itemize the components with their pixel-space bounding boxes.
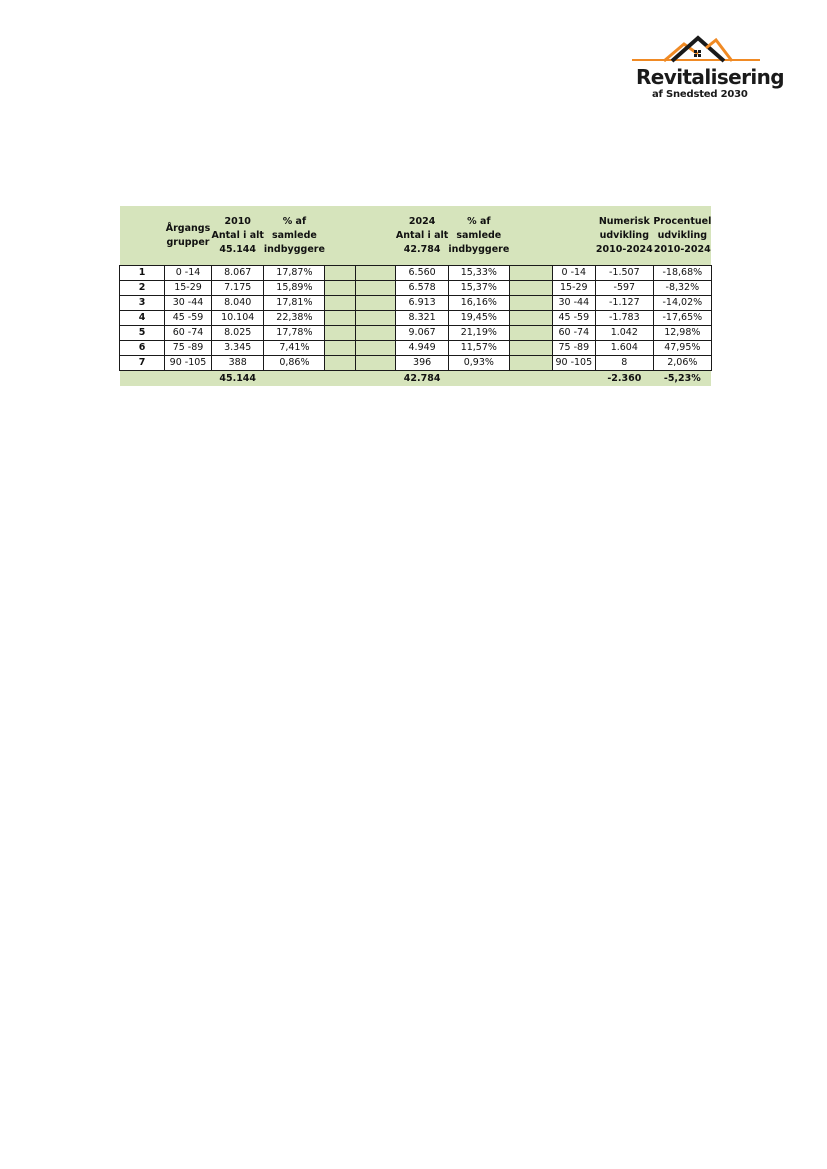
count-2024-cell: 396: [396, 356, 448, 371]
row-number: 7: [120, 356, 165, 371]
pct-2010-cell: 15,89%: [264, 281, 325, 296]
gap-cell: [325, 326, 356, 341]
row-number: 5: [120, 326, 165, 341]
table-row: [120, 296, 712, 311]
gap-cell: [509, 311, 552, 326]
header-pct-2010: % af samlede indbyggere: [264, 206, 325, 266]
gap-cell: [509, 326, 552, 341]
numeric-development-cell: -1.507: [595, 266, 653, 281]
logo-title: Revitalisering: [636, 65, 784, 89]
total-count-2010: 45.144: [212, 371, 264, 387]
age-group-cell: 60 -74: [165, 326, 212, 341]
header-empty: [120, 206, 165, 266]
table-row: [120, 281, 712, 296]
pct-2024-cell: 16,16%: [448, 296, 509, 311]
total-numeric-development: -2.360: [595, 371, 653, 387]
gap-cell: [325, 281, 356, 296]
pct-2024-cell: 11,57%: [448, 341, 509, 356]
count-2024-cell: 6.913: [396, 296, 448, 311]
age-group-cell: 15-29: [165, 281, 212, 296]
logo: [628, 34, 784, 104]
age-group-2024-cell: 15-29: [552, 281, 595, 296]
numeric-development-cell: -597: [595, 281, 653, 296]
pct-2010-cell: 17,81%: [264, 296, 325, 311]
percent-development-cell: -14,02%: [653, 296, 711, 311]
count-2010-cell: 388: [212, 356, 264, 371]
gap-cell: [356, 311, 396, 326]
pct-2010-cell: 22,38%: [264, 311, 325, 326]
row-number: 1: [120, 266, 165, 281]
count-2024-cell: 8.321: [396, 311, 448, 326]
count-2024-cell: 4.949: [396, 341, 448, 356]
gap-cell: [325, 296, 356, 311]
gap-cell: [325, 266, 356, 281]
pct-2010-cell: 17,78%: [264, 326, 325, 341]
row-number: 2: [120, 281, 165, 296]
header-gap-3: [509, 206, 552, 266]
gap-cell: [356, 326, 396, 341]
header-numeric-development: Numerisk udvikling 2010-2024: [595, 206, 653, 266]
table-row: [120, 266, 712, 281]
table-header-row: [120, 206, 712, 266]
row-number: 6: [120, 341, 165, 356]
house-roof-icon: [628, 34, 764, 64]
gap-cell: [356, 296, 396, 311]
gap-cell: [509, 281, 552, 296]
header-count-2010: 2010 Antal i alt 45.144: [212, 206, 264, 266]
percent-development-cell: -17,65%: [653, 311, 711, 326]
pct-2024-cell: 0,93%: [448, 356, 509, 371]
numeric-development-cell: -1.783: [595, 311, 653, 326]
pct-2010-cell: 7,41%: [264, 341, 325, 356]
gap-cell: [509, 266, 552, 281]
percent-development-cell: -18,68%: [653, 266, 711, 281]
age-group-2024-cell: 0 -14: [552, 266, 595, 281]
count-2010-cell: 8.025: [212, 326, 264, 341]
gap-cell: [509, 341, 552, 356]
gap-cell: [325, 311, 356, 326]
percent-development-cell: 2,06%: [653, 356, 711, 371]
header-count-2024: 2024 Antal i alt 42.784: [396, 206, 448, 266]
gap-cell: [356, 356, 396, 371]
age-group-2024-cell: 45 -59: [552, 311, 595, 326]
gap-cell: [509, 356, 552, 371]
header-gap-1: [325, 206, 356, 266]
header-gap-4: [552, 206, 595, 266]
pct-2010-cell: 0,86%: [264, 356, 325, 371]
row-number: 4: [120, 311, 165, 326]
count-2024-cell: 6.578: [396, 281, 448, 296]
pct-2024-cell: 21,19%: [448, 326, 509, 341]
pct-2024-cell: 15,37%: [448, 281, 509, 296]
gap-cell: [325, 356, 356, 371]
total-percent-development: -5,23%: [653, 371, 711, 387]
count-2010-cell: 7.175: [212, 281, 264, 296]
gap-cell: [509, 296, 552, 311]
percent-development-cell: -8,32%: [653, 281, 711, 296]
header-gap-2: [356, 206, 396, 266]
numeric-development-cell: 1.604: [595, 341, 653, 356]
age-group-2024-cell: 60 -74: [552, 326, 595, 341]
pct-2024-cell: 19,45%: [448, 311, 509, 326]
count-2024-cell: 9.067: [396, 326, 448, 341]
gap-cell: [356, 281, 396, 296]
count-2024-cell: 6.560: [396, 266, 448, 281]
table-row: [120, 326, 712, 341]
total-count-2024: 42.784: [396, 371, 448, 387]
pct-2024-cell: 15,33%: [448, 266, 509, 281]
gap-cell: [356, 266, 396, 281]
age-group-cell: 90 -105: [165, 356, 212, 371]
gap-cell: [325, 341, 356, 356]
numeric-development-cell: 1.042: [595, 326, 653, 341]
count-2010-cell: 8.040: [212, 296, 264, 311]
header-percent-development: Procentuel udvikling 2010-2024: [653, 206, 711, 266]
age-group-2024-cell: 30 -44: [552, 296, 595, 311]
age-group-cell: 30 -44: [165, 296, 212, 311]
count-2010-cell: 10.104: [212, 311, 264, 326]
age-group-cell: 75 -89: [165, 341, 212, 356]
percent-development-cell: 12,98%: [653, 326, 711, 341]
percent-development-cell: 47,95%: [653, 341, 711, 356]
age-group-2024-cell: 90 -105: [552, 356, 595, 371]
age-group-cell: 0 -14: [165, 266, 212, 281]
totals-row: [120, 371, 712, 387]
table-row: [120, 311, 712, 326]
row-number: 3: [120, 296, 165, 311]
logo-subtitle: af Snedsted 2030: [652, 89, 748, 100]
population-table: [119, 206, 712, 386]
count-2010-cell: 8.067: [212, 266, 264, 281]
count-2010-cell: 3.345: [212, 341, 264, 356]
gap-cell: [356, 341, 396, 356]
age-group-cell: 45 -59: [165, 311, 212, 326]
table-row: [120, 356, 712, 371]
pct-2010-cell: 17,87%: [264, 266, 325, 281]
table-row: [120, 341, 712, 356]
numeric-development-cell: 8: [595, 356, 653, 371]
age-group-2024-cell: 75 -89: [552, 341, 595, 356]
header-pct-2024: % af samlede indbyggere: [448, 206, 509, 266]
numeric-development-cell: -1.127: [595, 296, 653, 311]
header-age-group: Årgangs grupper: [165, 206, 212, 266]
